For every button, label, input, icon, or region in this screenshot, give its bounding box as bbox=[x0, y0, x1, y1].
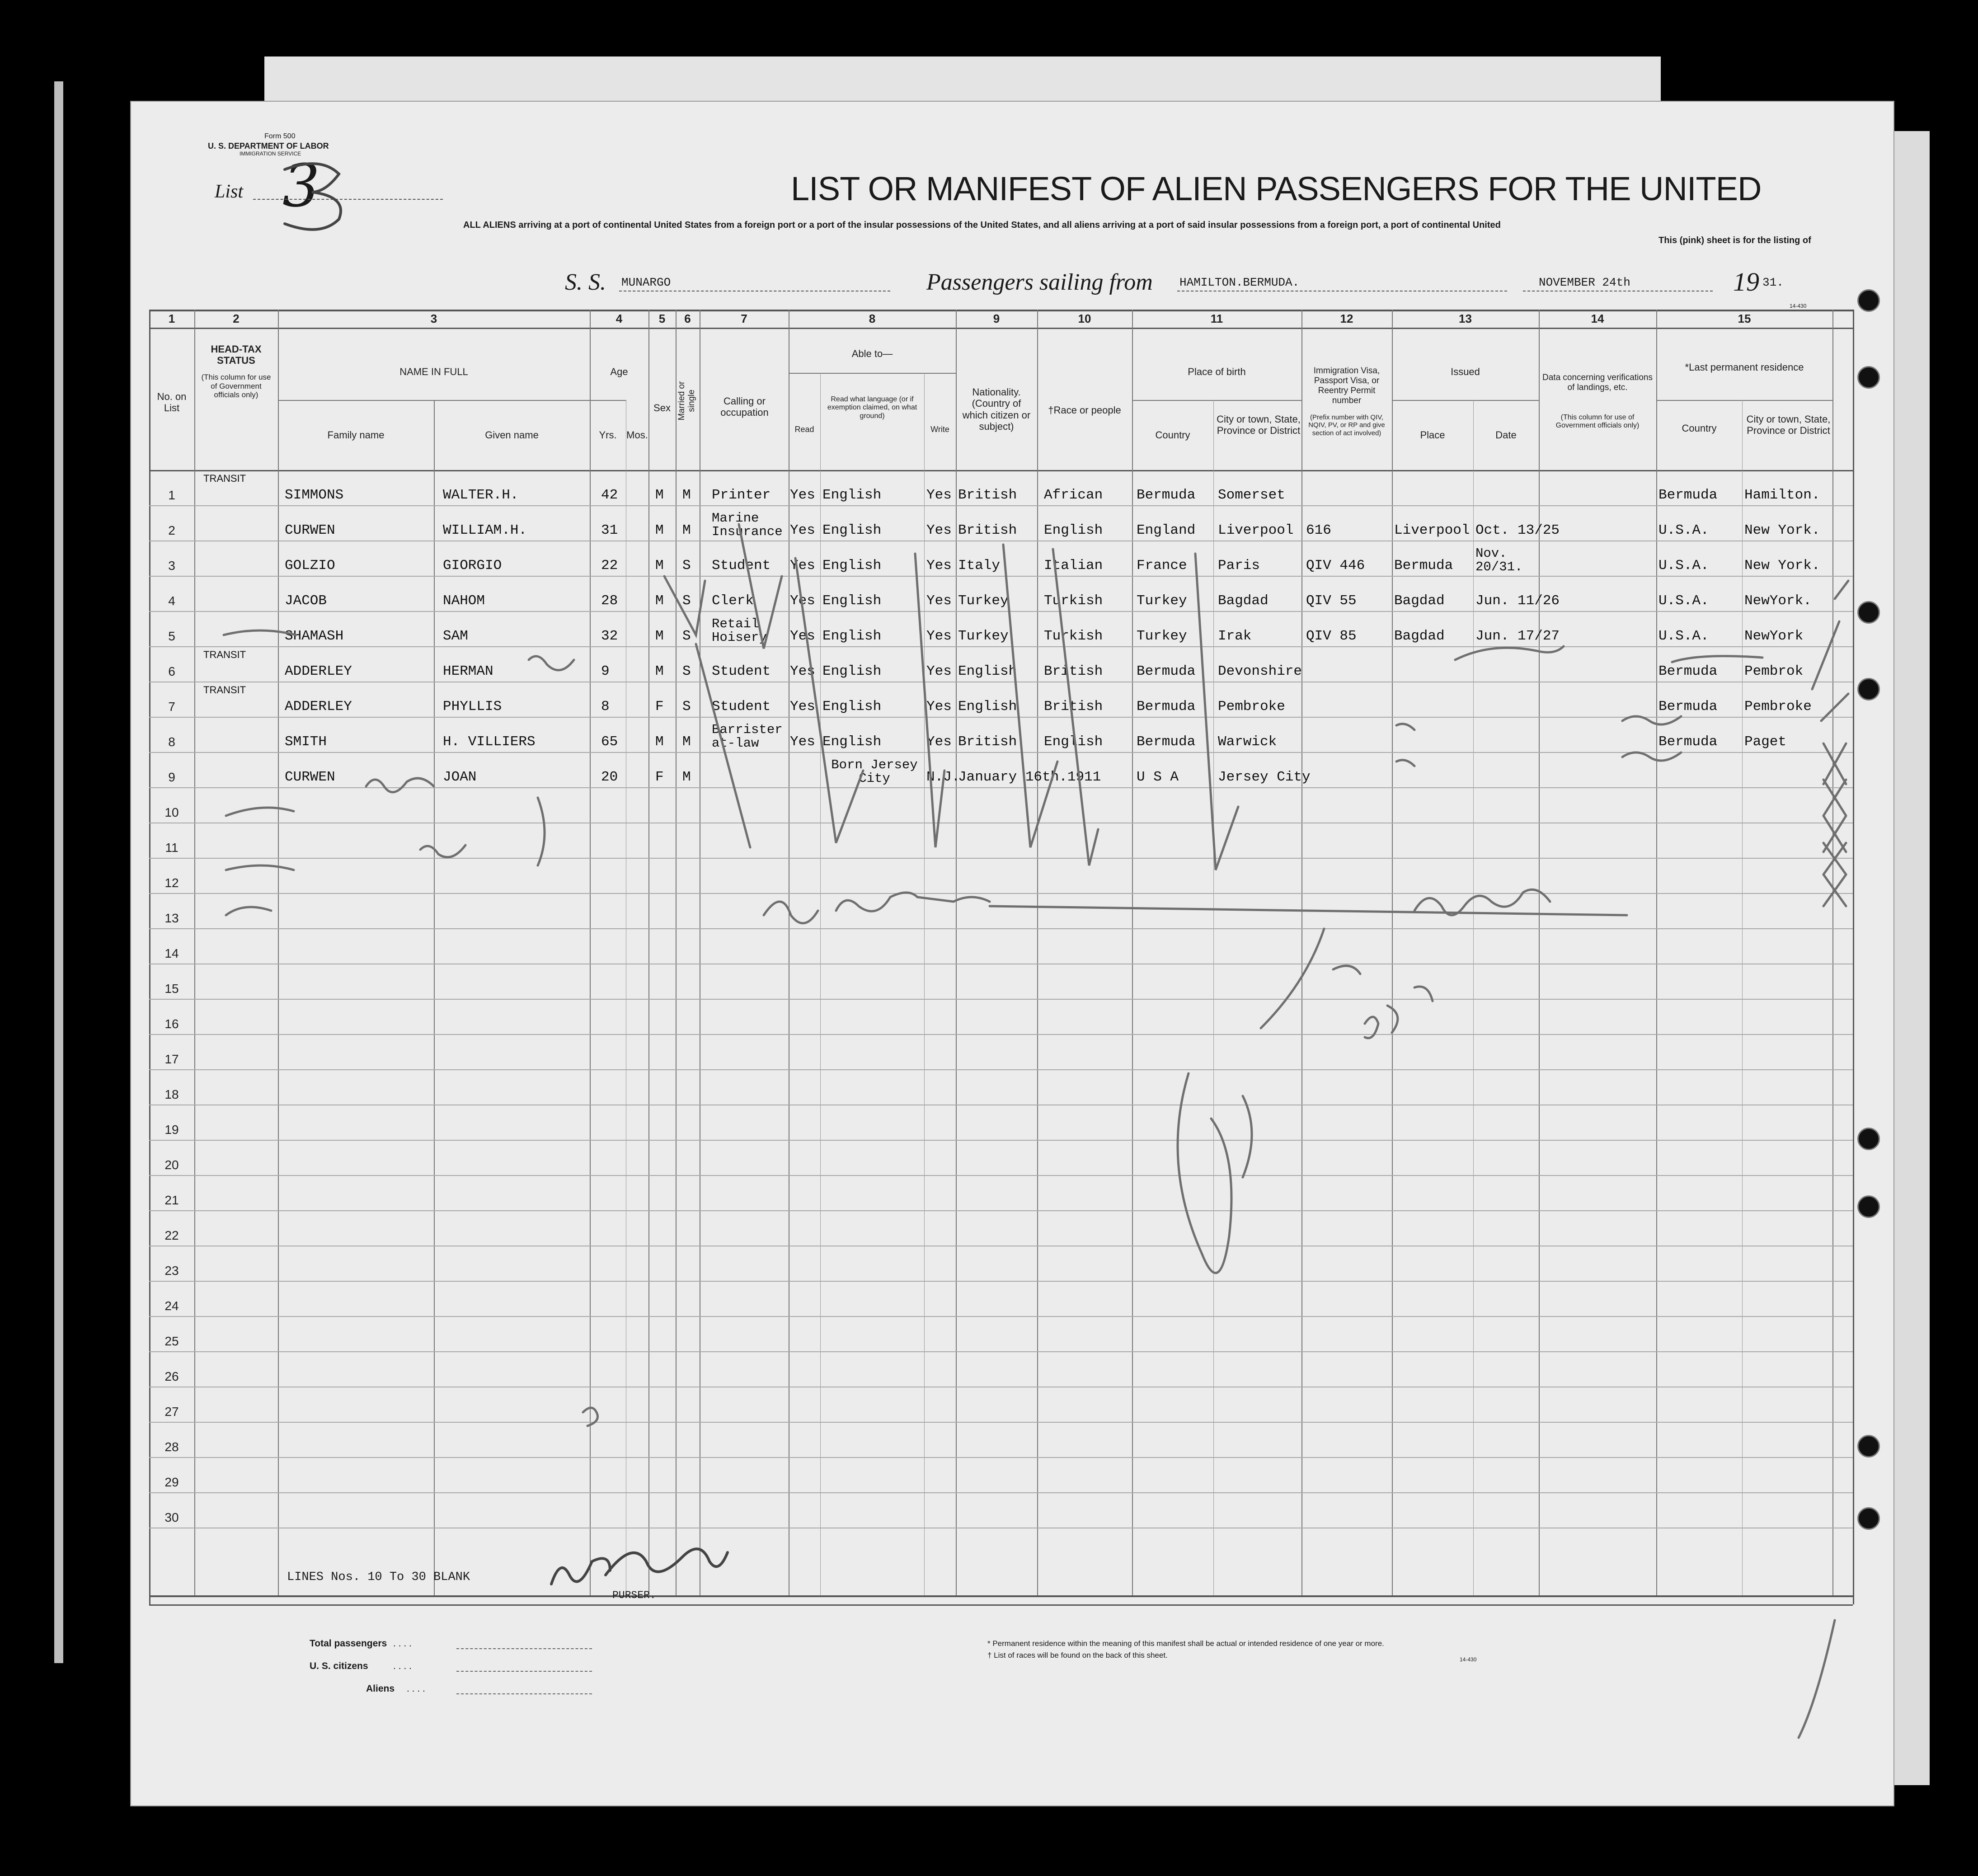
nationality-cell: British bbox=[958, 487, 1017, 503]
binder-hole bbox=[1857, 366, 1880, 389]
family-name-cell: SMITH bbox=[285, 734, 327, 750]
header-married-or-single: Married or single bbox=[677, 381, 696, 421]
occupation-cell: Student bbox=[712, 558, 771, 574]
binder-hole bbox=[1857, 289, 1880, 312]
family-name-cell: CURWEN bbox=[285, 769, 335, 785]
header-able-to: Able to— bbox=[851, 348, 893, 359]
sailing-from-label: Passengers sailing from bbox=[926, 269, 1153, 295]
column-number: 15 bbox=[1738, 312, 1751, 325]
row-number: 22 bbox=[164, 1228, 179, 1242]
handwritten-mark bbox=[1396, 724, 1414, 766]
age-years-cell: 31 bbox=[601, 522, 618, 538]
binder-hole bbox=[1857, 678, 1880, 701]
header-place-of-birth: Place of birth bbox=[1188, 366, 1246, 377]
head-tax-cell: TRANSIT bbox=[203, 684, 246, 696]
check-mark bbox=[1003, 545, 1057, 847]
residence-city-cell: New York. bbox=[1744, 522, 1820, 538]
read-cell: Yes bbox=[790, 699, 815, 715]
column-number: 2 bbox=[233, 312, 240, 325]
write-cell: Yes bbox=[926, 663, 952, 679]
age-years-cell: 28 bbox=[601, 593, 618, 609]
header-visa-note: (Prefix number with QIV, NQIV, PV, or RP and give section of act involved) bbox=[1308, 414, 1385, 437]
family-name-cell: SHAMASH bbox=[285, 628, 344, 644]
visa-cell: QIV 446 bbox=[1306, 558, 1365, 574]
underlying-page-left bbox=[54, 81, 63, 1663]
header-issued-place: Place bbox=[1420, 429, 1445, 441]
header-head-tax: HEAD-TAX STATUS bbox=[211, 343, 262, 367]
residence-country-cell: Bermuda bbox=[1659, 663, 1718, 679]
birth-city-cell: Pembroke bbox=[1218, 699, 1285, 715]
married-cell: M bbox=[682, 769, 691, 785]
column-number: 11 bbox=[1210, 312, 1223, 325]
residence-country-cell: Bermuda bbox=[1659, 734, 1718, 750]
row-number: 20 bbox=[164, 1158, 179, 1172]
nationality-cell: Turkey bbox=[958, 593, 1009, 609]
birth-city-cell: Bagdad bbox=[1218, 593, 1269, 609]
race-cell: English bbox=[1044, 734, 1103, 750]
check-mark bbox=[795, 558, 863, 843]
column-number: 6 bbox=[684, 312, 691, 325]
year-suffix: 31. bbox=[1762, 276, 1784, 289]
birth-country-cell: Bermuda bbox=[1137, 487, 1196, 503]
sex-cell: F bbox=[655, 699, 664, 715]
row-number: 9 bbox=[168, 770, 175, 784]
handwritten-mark bbox=[583, 1408, 598, 1426]
head-tax-cell: TRANSIT bbox=[203, 649, 246, 660]
given-name-cell: WILLIAM.H. bbox=[443, 522, 527, 538]
ship-name: MUNARGO bbox=[621, 276, 671, 289]
row-number: 23 bbox=[164, 1264, 179, 1278]
read-cell: Yes bbox=[790, 558, 815, 574]
age-years-cell: 22 bbox=[601, 558, 618, 574]
handwritten-scrawl bbox=[764, 893, 990, 923]
handwritten-bracket bbox=[538, 798, 545, 865]
occupation-cell: Marine Insurance bbox=[712, 511, 783, 539]
header-yrs: Yrs. bbox=[599, 429, 617, 441]
departure-port: HAMILTON.BERMUDA. bbox=[1179, 276, 1300, 289]
birth-city-cell: Irak bbox=[1218, 628, 1252, 644]
birth-city-cell: Liverpool bbox=[1218, 522, 1294, 538]
occupation-cell: Clerk bbox=[712, 593, 754, 609]
married-cell: S bbox=[682, 699, 691, 715]
nationality-cell: British bbox=[958, 522, 1017, 538]
family-name-cell: JACOB bbox=[285, 593, 327, 609]
residence-city-cell: New York. bbox=[1744, 558, 1820, 574]
list-number-handwriting bbox=[285, 164, 341, 230]
row-number: 28 bbox=[164, 1440, 179, 1454]
married-cell: M bbox=[682, 734, 691, 750]
residence-city-cell: Pembroke bbox=[1744, 699, 1812, 715]
handwritten-inspector-initials bbox=[1178, 929, 1360, 1273]
header-birth-country: Country bbox=[1155, 429, 1190, 441]
header-visa: Immigration Visa, Passport Visa, or Reentry Permit number bbox=[1313, 366, 1380, 405]
married-cell: M bbox=[682, 487, 691, 503]
row-number: 26 bbox=[164, 1369, 179, 1383]
header-name-in-full: NAME IN FULL bbox=[399, 366, 468, 377]
race-cell: British bbox=[1044, 699, 1103, 715]
check-mark bbox=[1812, 581, 1848, 721]
year-prefix: 19 bbox=[1733, 267, 1759, 296]
column-number: 1 bbox=[168, 312, 175, 325]
column-number: 12 bbox=[1340, 312, 1353, 325]
race-cell: Turkish bbox=[1044, 593, 1103, 609]
sex-cell: F bbox=[655, 769, 664, 785]
check-mark bbox=[1799, 1620, 1835, 1738]
handwritten-mark bbox=[224, 630, 296, 915]
residence-city-cell: Paget bbox=[1744, 734, 1787, 750]
language-cell: English bbox=[822, 487, 882, 503]
handwritten-guardian-note bbox=[366, 778, 434, 792]
manifest-subtitle-1: ALL ALIENS arriving at a port of continental United States from a foreign port or a port of the insular possessions of the United States, and all aliens arriving at a port of said insular possessions from a foreign port, a port of continental United bbox=[463, 220, 1501, 230]
column-number: 14 bbox=[1591, 312, 1604, 325]
residence-country-cell: Bermuda bbox=[1659, 699, 1718, 715]
language-cell: English bbox=[822, 628, 882, 644]
nationality-cell: Turkey bbox=[958, 628, 1009, 644]
race-cell: Turkish bbox=[1044, 628, 1103, 644]
list-number: 3 bbox=[282, 151, 320, 220]
sex-cell: M bbox=[655, 522, 664, 538]
married-cell: S bbox=[682, 628, 691, 644]
issue-date-cell: Jun. 11/26 bbox=[1475, 593, 1560, 609]
header-residence-city: City or town, State, Province or District bbox=[1746, 414, 1831, 437]
list-label: List bbox=[215, 181, 244, 202]
read-cell: Yes bbox=[790, 487, 815, 503]
handwritten-mark bbox=[1455, 646, 1564, 660]
row-number: 15 bbox=[164, 982, 179, 996]
birth-country-cell: Bermuda bbox=[1137, 699, 1196, 715]
cross-mark bbox=[1823, 843, 1846, 875]
manifest-sheet bbox=[131, 102, 1893, 1805]
head-tax-cell: TRANSIT bbox=[203, 473, 246, 484]
cross-mark bbox=[1823, 875, 1846, 906]
write-cell: Yes bbox=[926, 487, 952, 503]
occupation-cell: Printer bbox=[712, 487, 771, 503]
family-name-cell: SIMMONS bbox=[285, 487, 344, 503]
department-label: U. S. DEPARTMENT OF LABOR bbox=[208, 141, 329, 150]
header-last-residence: *Last permanent residence bbox=[1685, 362, 1804, 373]
row-number: 16 bbox=[164, 1017, 179, 1031]
birth-country-cell: Turkey bbox=[1137, 593, 1187, 609]
visa-cell: QIV 55 bbox=[1306, 593, 1357, 609]
row-number: 24 bbox=[164, 1299, 179, 1313]
residence-country-cell: U.S.A. bbox=[1659, 558, 1709, 574]
sex-cell: M bbox=[655, 487, 664, 503]
write-cell: Yes bbox=[926, 558, 952, 574]
birth-country-cell: England bbox=[1137, 522, 1196, 538]
binder-hole bbox=[1857, 601, 1880, 624]
column-number: 9 bbox=[993, 312, 1000, 325]
leader-dots: . . . . bbox=[393, 1661, 412, 1671]
write-cell: Yes bbox=[926, 628, 952, 644]
residence-city-cell: NewYork. bbox=[1744, 593, 1812, 609]
leader-dots: . . . . bbox=[407, 1683, 425, 1694]
birth-city-cell: Warwick bbox=[1218, 734, 1277, 750]
column-number: 13 bbox=[1459, 312, 1472, 325]
header-write: Write bbox=[930, 425, 949, 434]
ss-label: S. S. bbox=[565, 269, 606, 295]
row-number: 27 bbox=[164, 1405, 179, 1419]
header-no-on-list: No. on List bbox=[157, 391, 187, 414]
language-cell: English bbox=[822, 522, 882, 538]
age-years-cell: 42 bbox=[601, 487, 618, 503]
read-cell: Yes bbox=[790, 593, 815, 609]
residence-city-cell: Hamilton. bbox=[1744, 487, 1820, 503]
sex-cell: M bbox=[655, 558, 664, 574]
given-name-cell: SAM bbox=[443, 628, 468, 644]
write-cell: Yes bbox=[926, 522, 952, 538]
given-name-cell: HERMAN bbox=[443, 663, 493, 679]
binder-hole bbox=[1857, 1128, 1880, 1150]
header-age: Age bbox=[610, 366, 628, 377]
nationality-cell: British bbox=[958, 734, 1017, 750]
read-cell: Yes bbox=[790, 522, 815, 538]
sex-cell: M bbox=[655, 628, 664, 644]
visa-cell: 616 bbox=[1306, 522, 1331, 538]
row-number: 11 bbox=[165, 841, 179, 855]
race-cell: English bbox=[1044, 522, 1103, 538]
purser-signature-stroke bbox=[551, 1549, 728, 1584]
total-passengers-label: Total passengers bbox=[310, 1638, 387, 1649]
row-number: 2 bbox=[168, 523, 175, 537]
age-years-cell: 32 bbox=[601, 628, 618, 644]
handwritten-time bbox=[1365, 987, 1433, 1038]
header-given-name: Given name bbox=[485, 429, 539, 441]
language-cell: English bbox=[822, 558, 882, 574]
language-cell: English bbox=[822, 699, 882, 715]
birth-city-cell: Jersey City bbox=[1218, 769, 1311, 785]
occupation-cell: Barrister at-law bbox=[712, 722, 783, 751]
check-mark bbox=[696, 644, 750, 847]
given-name-cell: WALTER.H. bbox=[443, 487, 519, 503]
birth-country-cell: France bbox=[1137, 558, 1187, 574]
header-race: †Race or people bbox=[1048, 404, 1121, 416]
given-name-cell: PHYLLIS bbox=[443, 699, 502, 715]
residence-note: * Permanent residence within the meaning of this manifest shall be actual or intended residence of one year or more. bbox=[987, 1639, 1384, 1648]
family-name-cell: ADDERLEY bbox=[285, 663, 352, 679]
purser-label: PURSER. bbox=[612, 1589, 656, 1601]
age-years-cell: 8 bbox=[601, 699, 610, 715]
column-number: 7 bbox=[741, 312, 747, 325]
visa-cell: QIV 85 bbox=[1306, 628, 1357, 644]
issue-place-cell: Bagdad bbox=[1394, 593, 1445, 609]
cross-mark bbox=[1823, 743, 1846, 784]
issue-date-cell: Oct. 13/25 bbox=[1475, 522, 1560, 538]
write-cell: Yes bbox=[926, 734, 952, 750]
us-citizens-line bbox=[456, 1671, 592, 1672]
header-read: Read bbox=[794, 425, 814, 434]
header-issued: Issued bbox=[1451, 366, 1480, 377]
header-verification-note: (This column for use of Government officials only) bbox=[1555, 414, 1640, 430]
departure-date: NOVEMBER 24th bbox=[1539, 276, 1630, 289]
given-name-cell: H. VILLIERS bbox=[443, 734, 536, 750]
race-cell: British bbox=[1044, 663, 1103, 679]
top-form-code: 14-430 bbox=[1790, 303, 1807, 309]
family-name-cell: GOLZIO bbox=[285, 558, 335, 574]
read-cell: Yes bbox=[790, 628, 815, 644]
row-number: 3 bbox=[168, 559, 175, 573]
leader-dots: . . . . bbox=[393, 1638, 412, 1649]
write-cell: Yes bbox=[926, 699, 952, 715]
bottom-form-code: 14-430 bbox=[1460, 1656, 1477, 1663]
residence-city-cell: Pembrok bbox=[1744, 663, 1804, 679]
row-number: 4 bbox=[168, 594, 175, 608]
age-years-cell: 20 bbox=[601, 769, 618, 785]
residence-country-cell: U.S.A. bbox=[1659, 628, 1709, 644]
row-number: 18 bbox=[164, 1087, 179, 1101]
header-nationality: Nationality. (Country of which citizen or subject) bbox=[962, 386, 1031, 432]
occupation-cell: Student bbox=[712, 699, 771, 715]
issue-place-cell: Liverpool bbox=[1394, 522, 1470, 538]
nationality-cell: Italy bbox=[958, 558, 1001, 574]
row-number: 10 bbox=[164, 805, 179, 819]
read-cell: Yes bbox=[790, 663, 815, 679]
binder-hole bbox=[1857, 1195, 1880, 1218]
language-cell: English bbox=[822, 663, 882, 679]
manifest-title: LIST OR MANIFEST OF ALIEN PASSENGERS FOR THE UNITED bbox=[791, 170, 1762, 207]
write-cell: Yes bbox=[926, 593, 952, 609]
column-number: 3 bbox=[430, 312, 437, 325]
married-cell: S bbox=[682, 663, 691, 679]
age-years-cell: 9 bbox=[601, 663, 610, 679]
language-cell: English bbox=[822, 593, 882, 609]
header-residence-country: Country bbox=[1682, 423, 1717, 434]
nationality-cell: English bbox=[958, 699, 1017, 715]
handwritten-note bbox=[529, 656, 574, 670]
occupation-cell: Student bbox=[712, 663, 771, 679]
row-number: 14 bbox=[164, 946, 179, 960]
issue-date-cell: Nov. 20/31. bbox=[1475, 546, 1523, 574]
nationality-cell: English bbox=[958, 663, 1017, 679]
handwritten-signature-line bbox=[990, 906, 1627, 915]
row-number: 29 bbox=[164, 1475, 179, 1489]
header-sex: Sex bbox=[653, 402, 671, 414]
married-cell: M bbox=[682, 522, 691, 538]
birth-city-cell: Paris bbox=[1218, 558, 1260, 574]
service-label: IMMIGRATION SERVICE bbox=[240, 150, 301, 157]
sex-cell: M bbox=[655, 734, 664, 750]
handwritten-mark bbox=[1622, 716, 1681, 761]
row-number: 6 bbox=[168, 664, 175, 678]
birth-country-cell: Turkey bbox=[1137, 628, 1187, 644]
row-number: 1 bbox=[168, 488, 175, 502]
check-mark bbox=[1053, 549, 1098, 865]
residence-city-cell: NewYork bbox=[1744, 628, 1804, 644]
binder-hole bbox=[1857, 1507, 1880, 1530]
language-cell: English bbox=[822, 734, 882, 750]
birth-country-cell: U S A bbox=[1137, 769, 1179, 785]
column-number: 8 bbox=[869, 312, 876, 325]
check-mark bbox=[664, 576, 705, 635]
birth-country-cell: Bermuda bbox=[1137, 663, 1196, 679]
row-number: 13 bbox=[164, 911, 179, 925]
given-name-cell: GIORGIO bbox=[443, 558, 502, 574]
row-number: 21 bbox=[164, 1193, 179, 1207]
total-passengers-line bbox=[456, 1648, 592, 1649]
read-cell: Yes bbox=[790, 734, 815, 750]
row-number: 19 bbox=[164, 1123, 179, 1137]
header-issued-date: Date bbox=[1495, 429, 1517, 441]
residence-country-cell: U.S.A. bbox=[1659, 593, 1709, 609]
birth-city-cell: Somerset bbox=[1218, 487, 1285, 503]
check-mark bbox=[1195, 554, 1238, 870]
write-cell: N.J. bbox=[926, 769, 960, 785]
occupation-cell: Retail Hoisery bbox=[712, 616, 767, 645]
header-calling: Calling or occupation bbox=[720, 395, 769, 418]
header-head-tax-note: (This column for use of Government officials only) bbox=[201, 373, 271, 400]
married-cell: S bbox=[682, 558, 691, 574]
handwritten-annotations bbox=[131, 102, 1893, 1805]
married-cell: S bbox=[682, 593, 691, 609]
residence-country-cell: U.S.A. bbox=[1659, 522, 1709, 538]
residence-country-cell: Bermuda bbox=[1659, 487, 1718, 503]
race-cell: African bbox=[1044, 487, 1103, 503]
aliens-label: Aliens bbox=[366, 1683, 395, 1694]
given-name-cell: JOAN bbox=[443, 769, 477, 785]
row-number: 30 bbox=[164, 1510, 179, 1524]
check-mark bbox=[915, 554, 944, 847]
cross-mark bbox=[1823, 780, 1846, 816]
birth-city-cell: Devonshire bbox=[1218, 663, 1302, 679]
header-family-name: Family name bbox=[327, 429, 385, 441]
row-number: 5 bbox=[168, 629, 175, 643]
row-number: 17 bbox=[164, 1052, 179, 1066]
sex-cell: M bbox=[655, 663, 664, 679]
races-note: † List of races will be found on the back of this sheet. bbox=[987, 1651, 1168, 1660]
language-cell: Born Jersey City bbox=[831, 757, 918, 786]
handwritten-mark bbox=[1672, 656, 1762, 662]
header-read-language: Read what language (or if exemption claimed, on what ground) bbox=[827, 395, 917, 420]
family-name-cell: ADDERLEY bbox=[285, 699, 352, 715]
blank-lines-note: LINES Nos. 10 To 30 BLANK bbox=[287, 1570, 470, 1584]
header-birth-city: City or town, State, Province or District bbox=[1217, 414, 1301, 437]
row-number: 8 bbox=[168, 735, 175, 749]
sex-cell: M bbox=[655, 593, 664, 609]
header-mos: Mos. bbox=[626, 429, 648, 441]
nationality-cell: January 16th.1911 bbox=[958, 769, 1101, 785]
aliens-line bbox=[456, 1693, 592, 1694]
us-citizens-label: U. S. citizens bbox=[310, 1661, 368, 1671]
issue-place-cell: Bermuda bbox=[1394, 558, 1453, 574]
header-verification: Data concerning verifications of landings, etc. bbox=[1542, 373, 1653, 392]
issue-date-cell: Jun. 17/27 bbox=[1475, 628, 1560, 644]
given-name-cell: NAHOM bbox=[443, 593, 485, 609]
race-cell: Italian bbox=[1044, 558, 1103, 574]
column-number: 10 bbox=[1078, 312, 1091, 325]
column-number: 4 bbox=[615, 312, 623, 325]
family-name-cell: CURWEN bbox=[285, 522, 335, 538]
row-number: 12 bbox=[164, 876, 179, 890]
check-mark bbox=[739, 524, 782, 649]
handwritten-note bbox=[420, 845, 465, 857]
manifest-subtitle-2: This (pink) sheet is for the listing of bbox=[1659, 235, 1811, 245]
column-number: 5 bbox=[658, 312, 666, 325]
birth-country-cell: Bermuda bbox=[1137, 734, 1196, 750]
form-number: Form 500 bbox=[264, 132, 296, 140]
age-years-cell: 65 bbox=[601, 734, 618, 750]
row-number: 25 bbox=[164, 1334, 179, 1348]
row-number: 7 bbox=[168, 700, 175, 714]
binder-hole bbox=[1857, 1435, 1880, 1458]
issue-place-cell: Bagdad bbox=[1394, 628, 1445, 644]
